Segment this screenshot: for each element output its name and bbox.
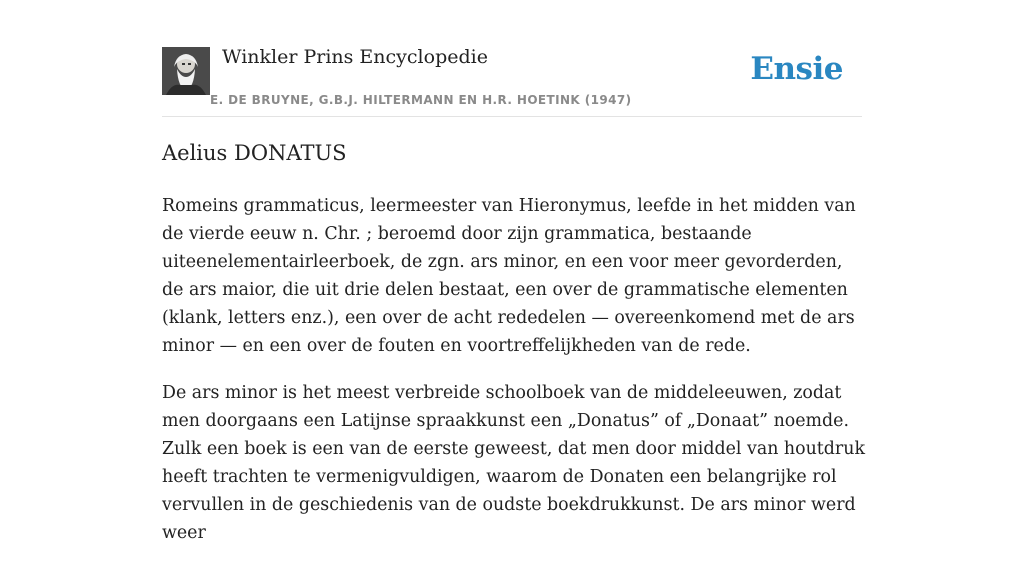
article-title: Aelius DONATUS [162,141,347,165]
article-paragraph-2: De ars minor is het meest verbreide schoolboek van de middeleeuwen, zodat men doorgaans een Latijnse spraakkunst een „Donatus” of „Donaat” noemde. Zulk een boek is een van de eerste geweest, dat men door middel van houtdruk heeft trachten te vermenigvuldigen, waarom de Donaten een belangrijke rol vervullen in de geschiedenis van de oudste boekdrukkunst. De ars minor werd weer [162,383,865,543]
portrait-icon [162,47,210,95]
article-paragraph-1: Romeins grammaticus, leermeester van Hieronymus, leefde in het midden van de vierde eeuw n. Chr. ; beroemd door zijn grammatica, bestaande uiteenelementairleerboek, de zgn. ars minor, en een voor meer gevorderden, de ars maior, die uit drie delen bestaat, een over de grammatische elementen (klank, letters enz.), een over de acht rededelen — overeenkomend met de ars minor — en een over de fouten en voortreffelijkheden van de rede. [162,196,856,356]
publication-title[interactable]: Winkler Prins Encyclopedie [222,46,488,68]
ensie-logo[interactable]: Ensie [750,51,843,87]
publication-header [162,46,862,117]
article-body [162,192,867,566]
publication-authors: E. DE BRUYNE, G.B.J. HILTERMANN EN H.R. HOETINK (1947) [210,93,632,107]
portrait-avatar-icon[interactable] [162,47,210,95]
